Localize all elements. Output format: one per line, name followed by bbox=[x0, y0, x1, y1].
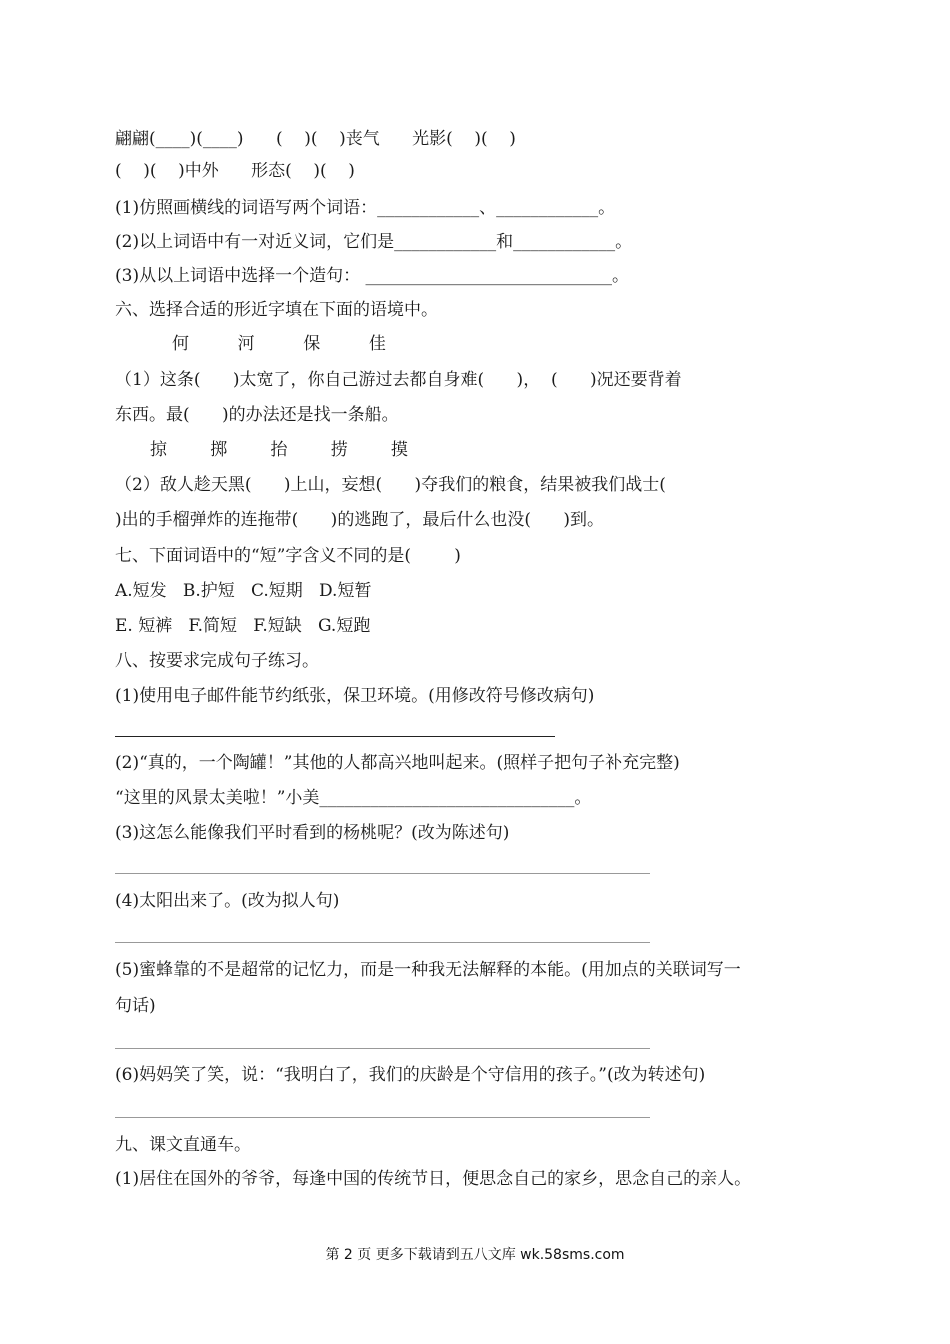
q5-sub1: (1)仿照画横线的词语写两个词语：____________、____________。 bbox=[115, 198, 616, 218]
q8-sub1: (1)使用电子邮件能节约纸张，保卫环境。(用修改符号修改病句) bbox=[115, 686, 595, 706]
q6-chars-row-1: 何 河 保 佳 bbox=[172, 334, 386, 354]
q8-sub6: (6)妈妈笑了笑，说：“我明白了，我们的庆龄是个守信用的孩子。”(改为转述句) bbox=[115, 1065, 706, 1085]
q6-chars-row-2: 掠 掷 抬 捞 摸 bbox=[150, 440, 408, 460]
q8-sub5-line1: (5)蜜蜂靠的不是超常的记忆力，而是一种我无法解释的本能。(用加点的关联词写一 bbox=[115, 960, 741, 980]
q6-sub1-line1: （1）这条( )太宽了，你自己游过去都自身难( )， ( )况还要背着 bbox=[115, 370, 682, 390]
q6-sub2-line1: （2）敌人趁天黑( )上山，妄想( )夺我们的粮食，结果被我们战士( bbox=[115, 475, 666, 495]
answer-line[interactable] bbox=[115, 873, 650, 874]
q6-sub1-line2: 东西。最( )的办法还是找一条船。 bbox=[115, 405, 399, 425]
answer-line[interactable] bbox=[115, 1117, 650, 1118]
q6-sub2-line2: )出的手榴弹炸的连拖带( )的逃跑了，最后什么也没( )到。 bbox=[115, 510, 605, 530]
q8-sub3: (3)这怎么能像我们平时看到的杨桃呢？(改为陈述句) bbox=[115, 823, 510, 843]
section-7-title: 七、下面词语中的“短”字含义不同的是( ) bbox=[115, 546, 461, 566]
q7-options-row-1: A.短发 B.护短 C.短期 D.短暂 bbox=[115, 581, 372, 601]
answer-line[interactable] bbox=[115, 1048, 650, 1049]
q5-sub2: (2)以上词语中有一对近义词，它们是____________和____________。 bbox=[115, 232, 633, 252]
q8-sub4: (4)太阳出来了。(改为拟人句) bbox=[115, 891, 340, 911]
q8-sub5-line2: 句话) bbox=[115, 996, 156, 1016]
q9-sub1: (1)居住在国外的爷爷，每逢中国的传统节日，便思念自己的家乡，思念自己的亲人。 bbox=[115, 1169, 752, 1189]
section-6-title: 六、选择合适的形近字填在下面的语境中。 bbox=[115, 300, 438, 320]
q5-word-row-2: ( )( )中外 形态( )( ) bbox=[115, 161, 355, 181]
q8-sub2-example: “这里的风景太美啦！”小美______________________________。 bbox=[115, 788, 592, 808]
q8-sub2: (2)“真的，一个陶罐！”其他的人都高兴地叫起来。(照样子把句子补充完整) bbox=[115, 753, 680, 773]
answer-line[interactable] bbox=[115, 736, 555, 737]
answer-line[interactable] bbox=[115, 942, 650, 943]
q5-word-row-1: 翩翩(____)(____) ( )( )丧气 光影( )( ) bbox=[115, 129, 516, 149]
page-footer: 第 2 页 更多下载请到五八文库 wk.58sms.com bbox=[325, 1247, 625, 1263]
section-9-title: 九、课文直通车。 bbox=[115, 1135, 251, 1155]
q7-options-row-2: E. 短裤 F.简短 F.短缺 G.短跑 bbox=[115, 616, 371, 636]
q5-sub3: (3)从以上词语中选择一个造句： _____________________________。 bbox=[115, 266, 629, 286]
section-8-title: 八、按要求完成句子练习。 bbox=[115, 651, 319, 671]
